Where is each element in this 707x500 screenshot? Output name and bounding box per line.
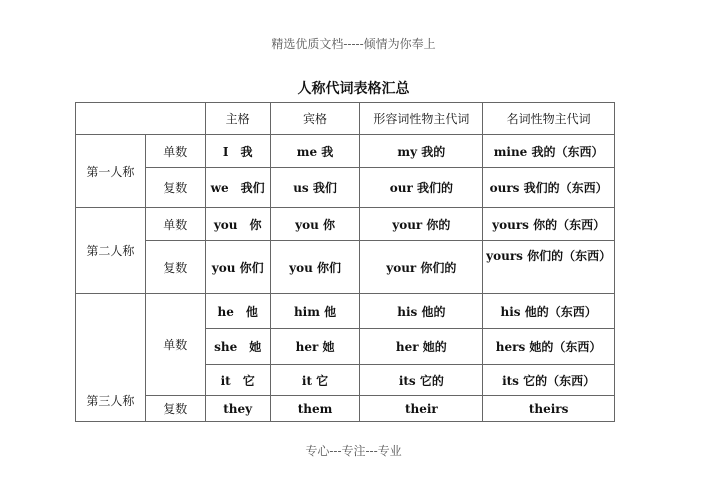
- table-row: [76, 208, 615, 241]
- cell: his 他的（东西）: [483, 294, 615, 329]
- table-row: [76, 135, 615, 168]
- number-label: 复数: [145, 396, 205, 422]
- page-footer: 专心---专注---专业: [305, 444, 402, 458]
- table-row: [76, 294, 615, 329]
- cell: our 我们的: [360, 168, 483, 208]
- cell: her 她的: [360, 329, 483, 365]
- cell: them: [270, 396, 360, 422]
- number-label: 单数: [145, 135, 205, 168]
- number-label: 复数: [145, 241, 205, 294]
- person-label: 第三人称: [76, 294, 146, 422]
- cell: theirs: [483, 396, 615, 422]
- pronoun-table: [75, 102, 615, 422]
- cell: yours 你的（东西）: [483, 208, 615, 241]
- table-row: [76, 241, 615, 294]
- table-row: [76, 396, 615, 422]
- number-label: 单数: [145, 208, 205, 241]
- cell: hers 她的（东西）: [483, 329, 615, 365]
- cell: my 我的: [360, 135, 483, 168]
- cell: its 它的（东西）: [483, 365, 615, 396]
- column-header: 形容词性物主代词: [360, 103, 483, 135]
- page-title: 人称代词表格汇总: [297, 81, 410, 97]
- cell: ours 我们的（东西）: [483, 168, 615, 208]
- person-label: 第一人称: [76, 135, 146, 208]
- cell: he 他: [205, 294, 270, 329]
- page-header: 精选优质文档-----倾情为你奉上: [271, 37, 436, 51]
- cell: me 我: [270, 135, 360, 168]
- cell: you 你: [270, 208, 360, 241]
- number-label: 单数: [145, 294, 205, 396]
- cell: you 你们: [205, 241, 270, 294]
- cell: mine 我的（东西）: [483, 135, 615, 168]
- cell: him 他: [270, 294, 360, 329]
- number-label: 复数: [145, 168, 205, 208]
- corner-cell: [76, 103, 206, 135]
- cell: they: [205, 396, 270, 422]
- column-header: 主格: [205, 103, 270, 135]
- column-header: 宾格: [270, 103, 360, 135]
- cell: your 你的: [360, 208, 483, 241]
- person-label: 第二人称: [76, 208, 146, 294]
- cell: it 它: [205, 365, 270, 396]
- cell: it 它: [270, 365, 360, 396]
- cell: she 她: [205, 329, 270, 365]
- cell: your 你们的: [360, 241, 483, 294]
- column-header: 名词性物主代词: [483, 103, 615, 135]
- cell: I 我: [205, 135, 270, 168]
- cell: us 我们: [270, 168, 360, 208]
- cell: yours 你们的（东西）: [483, 241, 615, 294]
- cell: her 她: [270, 329, 360, 365]
- cell: we 我们: [205, 168, 270, 208]
- cell: their: [360, 396, 483, 422]
- cell: you 你们: [270, 241, 360, 294]
- table-row: [76, 168, 615, 208]
- cell: you 你: [205, 208, 270, 241]
- cell: his 他的: [360, 294, 483, 329]
- cell: its 它的: [360, 365, 483, 396]
- header-row: [76, 103, 615, 135]
